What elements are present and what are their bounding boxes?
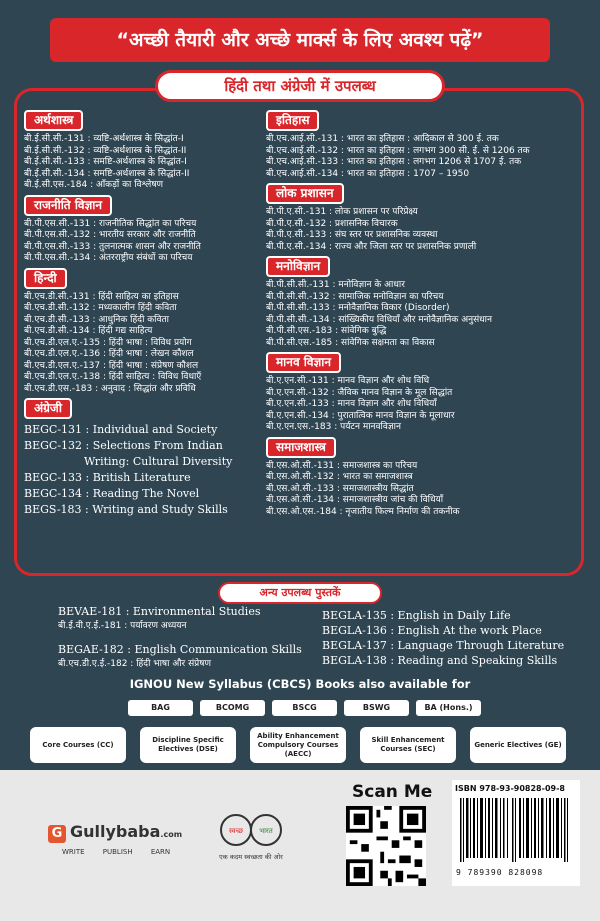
right-column: [266, 107, 578, 518]
list-item: बी.ई.सी.सी.-131 : व्यष्टि-अर्थशास्त्र के सिद्धांत-I: [24, 134, 184, 144]
list-item: बी.एस.ओ.सी.-133 : समाजशास्त्रीय सिद्धांत: [266, 483, 414, 494]
list-item: बी.पी.सी.सी.-134 : सांख्यिकीय विधियाँ और मनोवैज्ञानिक अनुसंधान: [266, 314, 493, 325]
course-card: Generic Electives (GE): [470, 727, 566, 763]
section-title: लोक प्रशासन: [266, 183, 344, 204]
list-item: बी.एच.डी.सी.-131 : हिंदी साहित्य का इतिहास: [24, 291, 179, 302]
list-item: बी.एच.आई.सी.-131 : भारत का इतिहास : आदिकाल से 300 ई. तक: [266, 134, 499, 144]
isbn-number: ISBN 978-93-90828-09-8: [455, 784, 565, 793]
section-title: समाजशास्त्र: [266, 437, 336, 458]
program-badge: BCOMG: [200, 700, 265, 716]
program-badge: BAG: [128, 700, 193, 716]
list-item: बी.एच.डी.एल.ए.-137 : हिंदी भाषा : संप्रेषण कौशल: [24, 360, 199, 371]
section-title: हिन्दी: [24, 268, 67, 289]
course-card: Core Courses (CC): [30, 727, 126, 763]
list-item: बी.एच.डी.सी.-133 : आधुनिक हिंदी कविता: [24, 314, 169, 325]
cbcs-heading: IGNOU New Syllabus (CBCS) Books also available for: [129, 677, 471, 691]
list-item: बी.ई.वी.ए.ई.-181 : पर्यावरण अध्ययन: [58, 621, 187, 631]
list-item: बी.पी.एस.सी.-131 : राजनीतिक सिद्धांत का परिचय: [24, 218, 197, 229]
list-item: बी.एस.ओ.सी.-132 : भारत का समाजशास्त्र: [266, 472, 413, 482]
list-item: बी.एस.ओ.सी.-131 : समाजशास्त्र का परिचय: [266, 460, 418, 471]
list-item: बी.पी.सी.सी.-132 : सामाजिक मनोविज्ञान का परिचय: [266, 291, 444, 302]
section-title: मानव विज्ञान: [266, 352, 341, 373]
list-item: बी.ए.एन.सी.-133 : मानव विज्ञान और शोध विधियाँ: [266, 399, 437, 409]
list-item: बी.पी.एस.सी.-133 : तुलनात्मक शासन और राजनीति: [24, 241, 201, 252]
logo-tagline: WRITE PUBLISH EARN: [62, 848, 171, 856]
list-item: बी.पी.ए.सी.-131 : लोक प्रशासन पर परिप्रेक्ष्य: [266, 207, 418, 217]
list-item: बी.एच.डी.एल.ए.-136 : हिंदी भाषा : लेखन कौशल: [24, 349, 194, 359]
list-item: BEVAE-181 : Environmental Studies: [58, 605, 261, 618]
list-item: बी.एच.डी.एस.-183 : अनुवाद : सिद्धांत और प्रविधि: [24, 383, 196, 394]
program-badge: BSWG: [344, 700, 409, 716]
swachh-word: स्वच्छ: [228, 827, 244, 835]
list-item: बी.पी.सी.सी.-131 : मनोविज्ञान के आधार: [266, 280, 405, 290]
list-item: बी.एच.आई.सी.-134 : भारत का इतिहास : 1707 – 1950: [266, 168, 470, 179]
swachh-bharat-logo: [210, 810, 292, 850]
section-title: राजनीति विज्ञान: [24, 195, 112, 216]
list-item: बी.ए.एन.सी.-131 : मानव विज्ञान और शोध विधि: [266, 376, 430, 386]
section-title: अंग्रेजी: [24, 398, 72, 419]
list-item: बी.एच.डी.सी.-134 : हिंदी गद्य साहित्य: [24, 326, 153, 336]
other-books-left: [58, 604, 302, 672]
list-item: बी.एस.ओ.एस.-184 : नृजातीय फिल्म निर्माण की तकनीक: [266, 506, 460, 517]
other-books-title: अन्य उपलब्ध पुस्तकें: [218, 582, 382, 604]
list-item: बी.पी.एस.सी.-134 : अंतरराष्ट्रीय संबंधों का परिचय: [24, 253, 193, 263]
course-card: Ability Enhancement Compulsory Courses (AECC): [250, 727, 346, 763]
headline-banner: “अच्छी तैयारी और अच्छे मार्क्स के लिए अवश्य पढ़ें”: [50, 18, 550, 62]
language-availability: हिंदी तथा अंग्रेजी में उपलब्ध: [155, 70, 445, 102]
bharat-word: भारत: [259, 827, 273, 835]
list-item: BEGAE-182 : English Communication Skills: [58, 643, 302, 656]
list-item: बी.एच.डी.एल.ए.-138 : हिंदी साहित्य : विविध विधाएँ: [24, 372, 202, 382]
program-badge: BSCG: [272, 700, 337, 716]
section-title: अर्थशास्त्र: [24, 110, 83, 131]
list-item: BEGLA-138 : Reading and Speaking Skills: [322, 654, 558, 667]
program-badge: BA (Hons.): [416, 700, 481, 716]
list-item: बी.एच.आई.सी.-132 : भारत का इतिहास : लगभग 300 सी. ई. से 1206 तक: [266, 145, 530, 156]
gullybaba-logo: G Gullybaba.com: [48, 822, 182, 843]
list-item: बी.पी.सी.एस.-183 : सांवेगिक बुद्धि: [266, 326, 387, 336]
list-item: BEGC-133 : British Literature: [24, 471, 191, 484]
list-item: बी.एच.डी.सी.-132 : मध्यकालीन हिंदी कविता: [24, 303, 177, 313]
barcode-icon: [456, 798, 576, 862]
list-item: बी.एच.डी.एल.ए.-135 : हिंदी भाषा : विविध प्रयोग: [24, 337, 192, 348]
list-item: बी.पी.ए.सी.-134 : राज्य और जिला स्तर पर प्रशासनिक प्रणाली: [266, 241, 477, 252]
swachh-tagline: एक कदम स्वच्छता की ओर: [219, 853, 283, 861]
list-item: बी.ई.सी.एस.-184 : आँकड़ों का विश्लेषण: [24, 180, 164, 190]
list-item: बी.ई.सी.सी.-133 : समष्टि-अर्थशास्त्र के सिद्धांत-I: [24, 157, 187, 167]
list-item: बी.पी.सी.एस.-185 : सांवेगिक सक्षमता का विकास: [266, 337, 435, 348]
list-item: बी.एच.डी.ए.ई.-182 : हिंदी भाषा और संप्रेषण: [58, 659, 211, 669]
course-card: Skill Enhancement Courses (SEC): [360, 727, 456, 763]
left-column: [24, 107, 284, 518]
gullybaba-icon: G: [48, 825, 66, 843]
qr-code-icon: [346, 806, 426, 886]
list-item: BEGLA-137 : Language Through Literature: [322, 639, 565, 652]
list-item: BEGC-132 : Selections From Indian: [24, 439, 223, 452]
list-item: बी.ए.एन.सी.-134 : पुरातात्विक मानव विज्ञान के मूलाधार: [266, 410, 455, 421]
course-card: Discipline Specific Electives (DSE): [140, 727, 236, 763]
list-item: बी.ई.सी.सी.-132 : व्यष्टि-अर्थशास्त्र के सिद्धांत-II: [24, 145, 187, 156]
list-item: बी.एच.आई.सी.-133 : भारत का इतिहास : लगभग 1206 से 1707 ई. तक: [266, 157, 522, 167]
section-title: मनोविज्ञान: [266, 256, 330, 277]
list-item: बी.ए.एन.सी.-132 : जैविक मानव विज्ञान के मूल सिद्धांत: [266, 387, 453, 398]
list-item: BEGC-134 : Reading The Novel: [24, 487, 200, 500]
other-books-right: [322, 608, 564, 668]
list-item: BEGS-183 : Writing and Study Skills: [24, 503, 228, 516]
list-item: BEGLA-135 : English in Daily Life: [322, 609, 511, 622]
list-item: BEGC-131 : Individual and Society: [24, 423, 218, 436]
list-item: बी.एस.ओ.सी.-134 : समाजशास्त्रीय जांच की विधियाँ: [266, 495, 444, 505]
scan-me-label: Scan Me: [352, 782, 433, 802]
list-item: Writing: Cultural Diversity: [84, 455, 233, 468]
list-item: BEGLA-136 : English At the work Place: [322, 624, 542, 637]
list-item: बी.पी.ए.सी.-133 : संघ स्तर पर प्रशासनिक व्यवस्था: [266, 230, 438, 240]
list-item: बी.ए.एन.एस.-183 : पर्यटन मानवविज्ञान: [266, 422, 401, 432]
list-item: बी.ई.सी.सी.-134 : समष्टि-अर्थशास्त्र के सिद्धांत-II: [24, 168, 190, 179]
section-title: इतिहास: [266, 110, 319, 131]
list-item: बी.पी.एस.सी.-132 : भारतीय सरकार और राजनीति: [24, 230, 196, 240]
barcode-digits: 9 789390 828098: [456, 868, 544, 877]
list-item: बी.पी.ए.सी.-132 : प्रशासनिक विचारक: [266, 218, 398, 229]
list-item: बी.पी.सी.सी.-133 : मनोवैज्ञानिक विकार (Disorder): [266, 303, 450, 313]
